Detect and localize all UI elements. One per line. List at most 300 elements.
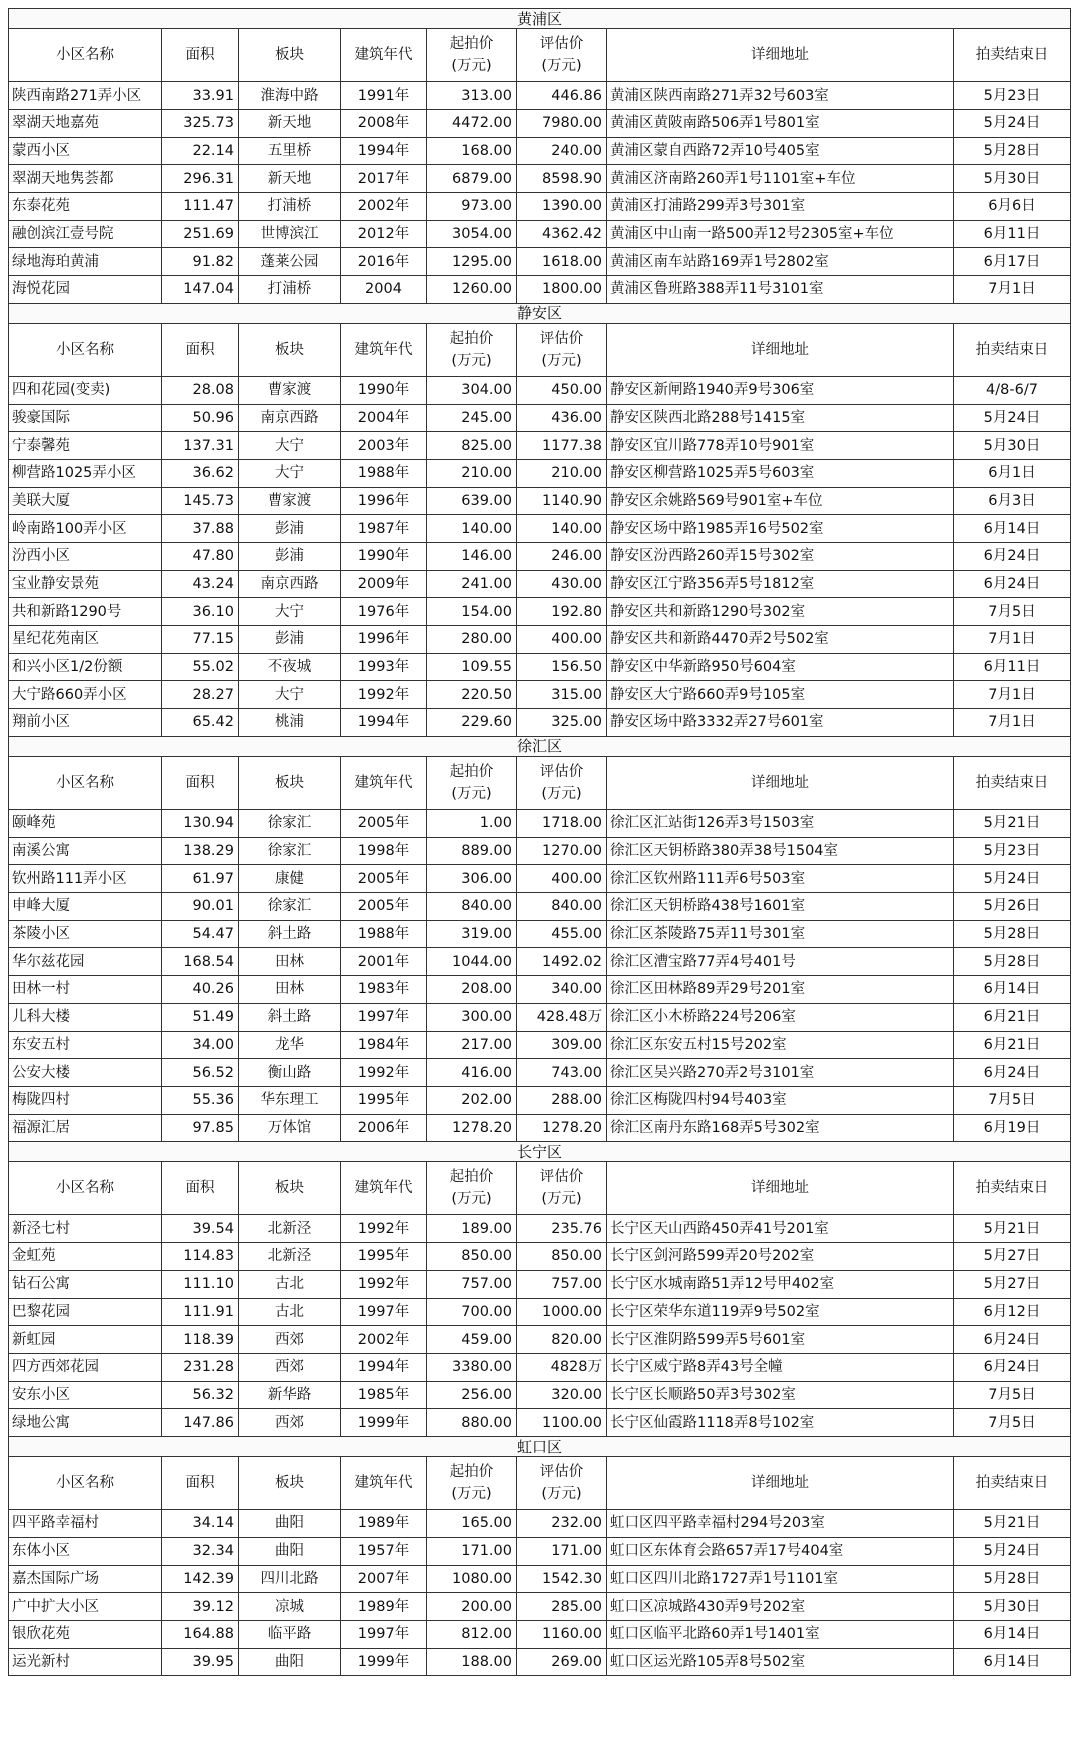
address-cell: 静安区江宁路356弄5号1812室 [607,570,954,598]
table-header-row [9,29,1071,82]
start-price-cell: 6879.00 [427,165,517,193]
eval-price-cell: 840.00 [517,893,607,921]
build-year-cell: 2002年 [341,1326,427,1354]
build-year-cell: 1996年 [341,487,427,515]
address-cell: 静安区汾西路260弄15号302室 [607,543,954,571]
community-name-cell: 新泾七村 [9,1215,162,1243]
end-date-cell: 6月24日 [954,1059,1071,1087]
eval-price-cell: 285.00 [517,1593,607,1621]
community-name-cell: 金虹苑 [9,1243,162,1271]
header-address: 详细地址 [607,1457,954,1510]
block-cell: 田林 [239,976,341,1004]
table-header-row [9,1162,1071,1215]
eval-price-cell: 340.00 [517,976,607,1004]
table-row [9,626,1071,654]
start-price-cell: 639.00 [427,487,517,515]
community-name-cell: 东泰花苑 [9,192,162,220]
table-header-row [9,1457,1071,1510]
start-price-cell: 146.00 [427,543,517,571]
table-row [9,1409,1071,1437]
address-cell: 虹口区东体育会路657弄17号404室 [607,1537,954,1565]
header-start-price [427,757,517,810]
district-title-row [9,9,1071,29]
header-start-price-unit: (万元) [451,1486,492,1503]
end-date-cell: 5月21日 [954,810,1071,838]
start-price-cell: 1.00 [427,810,517,838]
area-cell: 61.97 [162,865,239,893]
start-price-cell: 1044.00 [427,948,517,976]
header-build-year: 建筑年代 [341,29,427,82]
block-cell: 不夜城 [239,653,341,681]
block-cell: 南京西路 [239,570,341,598]
district-title: 长宁区 [9,1142,1071,1162]
build-year-cell: 2012年 [341,220,427,248]
build-year-cell: 1988年 [341,920,427,948]
build-year-cell: 1997年 [341,1620,427,1648]
community-name-cell: 梅陇四村 [9,1086,162,1114]
eval-price-cell: 428.48万 [517,1003,607,1031]
build-year-cell: 1989年 [341,1510,427,1538]
address-cell: 徐汇区吴兴路270弄2号3101室 [607,1059,954,1087]
start-price-cell: 154.00 [427,598,517,626]
header-eval-price-unit: (万元) [541,786,582,802]
eval-price-cell: 4828万 [517,1353,607,1381]
community-name-cell: 银欣花苑 [9,1620,162,1648]
header-start-price-label: 起拍价 [449,36,494,53]
area-cell: 36.10 [162,598,239,626]
block-cell: 万体馆 [239,1114,341,1142]
community-name-cell: 和兴小区1/2份额 [9,653,162,681]
block-cell: 新天地 [239,165,341,193]
area-cell: 90.01 [162,893,239,921]
start-price-cell: 459.00 [427,1326,517,1354]
header-build-year: 建筑年代 [341,1162,427,1215]
address-cell: 长宁区长顺路50弄3号302室 [607,1381,954,1409]
eval-price-cell: 430.00 [517,570,607,598]
block-cell: 彭浦 [239,626,341,654]
eval-price-cell: 400.00 [517,626,607,654]
community-name-cell: 南溪公寓 [9,837,162,865]
community-name-cell: 绿地海珀黄浦 [9,248,162,276]
header-block: 板块 [239,1457,341,1510]
header-community-name: 小区名称 [9,1162,162,1215]
start-price-cell: 973.00 [427,192,517,220]
block-cell: 西郊 [239,1353,341,1381]
eval-price-cell: 400.00 [517,865,607,893]
area-cell: 34.14 [162,1510,239,1538]
table-row [9,570,1071,598]
area-cell: 39.95 [162,1648,239,1676]
start-price-cell: 241.00 [427,570,517,598]
community-name-cell: 东安五村 [9,1031,162,1059]
community-name-cell: 钻石公寓 [9,1270,162,1298]
header-eval-price-label: 评估价 [539,1464,584,1481]
community-name-cell: 新虹园 [9,1326,162,1354]
community-name-cell: 四和花园(变卖) [9,376,162,404]
start-price-cell: 825.00 [427,432,517,460]
end-date-cell: 6月14日 [954,1620,1071,1648]
build-year-cell: 2004年 [341,404,427,432]
start-price-cell: 168.00 [427,137,517,165]
end-date-cell: 6月1日 [954,459,1071,487]
table-row [9,376,1071,404]
area-cell: 56.52 [162,1059,239,1087]
end-date-cell: 5月30日 [954,1593,1071,1621]
end-date-cell: 6月24日 [954,1353,1071,1381]
address-cell: 长宁区荣华东道119弄9号502室 [607,1298,954,1326]
start-price-cell: 3054.00 [427,220,517,248]
block-cell: 新天地 [239,109,341,137]
area-cell: 231.28 [162,1353,239,1381]
build-year-cell: 1992年 [341,1059,427,1087]
end-date-cell: 5月24日 [954,109,1071,137]
eval-price-cell: 192.80 [517,598,607,626]
end-date-cell: 5月30日 [954,165,1071,193]
community-name-cell: 海悦花园 [9,276,162,304]
table-row [9,865,1071,893]
start-price-cell: 109.55 [427,653,517,681]
address-cell: 静安区柳营路1025弄5号603室 [607,459,954,487]
build-year-cell: 2009年 [341,570,427,598]
table-row [9,1648,1071,1676]
eval-price-cell: 1718.00 [517,810,607,838]
area-cell: 34.00 [162,1031,239,1059]
area-cell: 111.47 [162,192,239,220]
table-row [9,810,1071,838]
start-price-cell: 1278.20 [427,1114,517,1142]
community-name-cell: 岭南路100弄小区 [9,515,162,543]
table-row [9,543,1071,571]
address-cell: 黄浦区陕西南路271弄32号603室 [607,82,954,110]
block-cell: 曹家渡 [239,376,341,404]
table-row [9,893,1071,921]
table-row [9,948,1071,976]
header-end-date: 拍卖结束日 [954,29,1071,82]
table-header-row [9,323,1071,376]
block-cell: 北新泾 [239,1215,341,1243]
build-year-cell: 2008年 [341,109,427,137]
block-cell: 古北 [239,1298,341,1326]
table-row [9,681,1071,709]
start-price-cell: 1260.00 [427,276,517,304]
eval-price-cell: 269.00 [517,1648,607,1676]
address-cell: 静安区宜川路778弄10号901室 [607,432,954,460]
eval-price-cell: 210.00 [517,459,607,487]
community-name-cell: 华尔兹花园 [9,948,162,976]
table-row [9,1215,1071,1243]
address-cell: 虹口区四平路幸福村294号203室 [607,1510,954,1538]
community-name-cell: 儿科大楼 [9,1003,162,1031]
eval-price-cell: 8598.90 [517,165,607,193]
build-year-cell: 2004 [341,276,427,304]
start-price-cell: 1080.00 [427,1565,517,1593]
eval-price-cell: 4362.42 [517,220,607,248]
block-cell: 斜土路 [239,920,341,948]
build-year-cell: 1984年 [341,1031,427,1059]
table-row [9,248,1071,276]
build-year-cell: 1988年 [341,459,427,487]
end-date-cell: 6月14日 [954,976,1071,1004]
header-end-date: 拍卖结束日 [954,757,1071,810]
area-cell: 130.94 [162,810,239,838]
end-date-cell: 5月23日 [954,837,1071,865]
address-cell: 长宁区水城南路51弄12号甲402室 [607,1270,954,1298]
header-build-year: 建筑年代 [341,757,427,810]
build-year-cell: 1983年 [341,976,427,1004]
build-year-cell: 1992年 [341,1270,427,1298]
table-row [9,598,1071,626]
end-date-cell: 6月24日 [954,1326,1071,1354]
header-area: 面积 [162,323,239,376]
start-price-cell: 416.00 [427,1059,517,1087]
header-address: 详细地址 [607,323,954,376]
block-cell: 华东理工 [239,1086,341,1114]
header-address: 详细地址 [607,29,954,82]
area-cell: 147.04 [162,276,239,304]
table-row [9,976,1071,1004]
eval-price-cell: 820.00 [517,1326,607,1354]
community-name-cell: 大宁路660弄小区 [9,681,162,709]
eval-price-cell: 455.00 [517,920,607,948]
table-row [9,165,1071,193]
header-start-price-label: 起拍价 [449,1169,494,1186]
community-name-cell: 融创滨江壹号院 [9,220,162,248]
header-start-price [427,29,517,82]
build-year-cell: 1957年 [341,1537,427,1565]
header-start-price-label: 起拍价 [449,1464,494,1481]
community-name-cell: 广中扩大小区 [9,1593,162,1621]
start-price-cell: 1295.00 [427,248,517,276]
table-row [9,709,1071,737]
end-date-cell: 5月21日 [954,1510,1071,1538]
eval-price-cell: 1160.00 [517,1620,607,1648]
community-name-cell: 安东小区 [9,1381,162,1409]
start-price-cell: 319.00 [427,920,517,948]
header-end-date: 拍卖结束日 [954,323,1071,376]
build-year-cell: 2003年 [341,432,427,460]
eval-price-cell: 288.00 [517,1086,607,1114]
header-eval-price-label: 评估价 [539,36,584,53]
community-name-cell: 田林一村 [9,976,162,1004]
table-row [9,1593,1071,1621]
start-price-cell: 200.00 [427,1593,517,1621]
area-cell: 22.14 [162,137,239,165]
start-price-cell: 189.00 [427,1215,517,1243]
community-name-cell: 陕西南路271弄小区 [9,82,162,110]
table-row [9,1510,1071,1538]
table-row [9,404,1071,432]
community-name-cell: 汾西小区 [9,543,162,571]
eval-price-cell: 309.00 [517,1031,607,1059]
community-name-cell: 四方西郊花园 [9,1353,162,1381]
build-year-cell: 1998年 [341,837,427,865]
header-eval-price [517,323,607,376]
block-cell: 南京西路 [239,404,341,432]
area-cell: 39.54 [162,1215,239,1243]
table-row [9,109,1071,137]
area-cell: 168.54 [162,948,239,976]
address-cell: 虹口区凉城路430弄9号202室 [607,1593,954,1621]
table-row [9,459,1071,487]
header-eval-price-label: 评估价 [539,1169,584,1186]
table-row [9,1381,1071,1409]
area-cell: 111.91 [162,1298,239,1326]
header-community-name: 小区名称 [9,29,162,82]
eval-price-cell: 1278.20 [517,1114,607,1142]
address-cell: 徐汇区小木桥路224号206室 [607,1003,954,1031]
header-community-name: 小区名称 [9,757,162,810]
table-row [9,432,1071,460]
end-date-cell: 6月21日 [954,1031,1071,1059]
block-cell: 斜土路 [239,1003,341,1031]
table-row [9,1565,1071,1593]
start-price-cell: 171.00 [427,1537,517,1565]
address-cell: 静安区陕西北路288号1415室 [607,404,954,432]
area-cell: 40.26 [162,976,239,1004]
block-cell: 新华路 [239,1381,341,1409]
build-year-cell: 1999年 [341,1648,427,1676]
start-price-cell: 889.00 [427,837,517,865]
build-year-cell: 1995年 [341,1086,427,1114]
header-eval-price [517,1457,607,1510]
table-header-row [9,757,1071,810]
end-date-cell: 5月24日 [954,404,1071,432]
start-price-cell: 313.00 [427,82,517,110]
eval-price-cell: 171.00 [517,1537,607,1565]
end-date-cell: 6月24日 [954,543,1071,571]
header-eval-price-unit: (万元) [541,1486,582,1503]
end-date-cell: 5月26日 [954,893,1071,921]
end-date-cell: 6月11日 [954,653,1071,681]
community-name-cell: 运光新村 [9,1648,162,1676]
end-date-cell: 7月5日 [954,1381,1071,1409]
header-block: 板块 [239,757,341,810]
header-area: 面积 [162,757,239,810]
header-eval-price [517,1162,607,1215]
community-name-cell: 柳营路1025弄小区 [9,459,162,487]
address-cell: 长宁区淮阴路599弄5号601室 [607,1326,954,1354]
area-cell: 51.49 [162,1003,239,1031]
table-row [9,1537,1071,1565]
area-cell: 36.62 [162,459,239,487]
address-cell: 静安区共和新路4470弄2号502室 [607,626,954,654]
block-cell: 曲阳 [239,1648,341,1676]
eval-price-cell: 1140.90 [517,487,607,515]
table-row [9,1031,1071,1059]
build-year-cell: 1985年 [341,1381,427,1409]
community-name-cell: 骏豪国际 [9,404,162,432]
area-cell: 91.82 [162,248,239,276]
area-cell: 47.80 [162,543,239,571]
address-cell: 虹口区运光路105弄8号502室 [607,1648,954,1676]
address-cell: 静安区余姚路569号901室+车位 [607,487,954,515]
community-name-cell: 翠湖天地嘉苑 [9,109,162,137]
start-price-cell: 220.50 [427,681,517,709]
block-cell: 西郊 [239,1409,341,1437]
header-eval-price-label: 评估价 [539,330,584,347]
district-title: 徐汇区 [9,736,1071,756]
address-cell: 静安区共和新路1290号302室 [607,598,954,626]
address-cell: 虹口区临平北路60弄1号1401室 [607,1620,954,1648]
build-year-cell: 1997年 [341,1003,427,1031]
start-price-cell: 3380.00 [427,1353,517,1381]
area-cell: 118.39 [162,1326,239,1354]
build-year-cell: 2007年 [341,1565,427,1593]
end-date-cell: 7月1日 [954,626,1071,654]
block-cell: 蓬莱公园 [239,248,341,276]
block-cell: 世博滨江 [239,220,341,248]
community-name-cell: 东体小区 [9,1537,162,1565]
area-cell: 114.83 [162,1243,239,1271]
eval-price-cell: 232.00 [517,1510,607,1538]
header-start-price-label: 起拍价 [449,764,494,780]
address-cell: 黄浦区南车站路169弄1号2802室 [607,248,954,276]
block-cell: 四川北路 [239,1565,341,1593]
area-cell: 37.88 [162,515,239,543]
area-cell: 142.39 [162,1565,239,1593]
block-cell: 彭浦 [239,515,341,543]
area-cell: 325.73 [162,109,239,137]
address-cell: 徐汇区钦州路111弄6号503室 [607,865,954,893]
build-year-cell: 2006年 [341,1114,427,1142]
eval-price-cell: 1800.00 [517,276,607,304]
area-cell: 56.32 [162,1381,239,1409]
end-date-cell: 5月24日 [954,1537,1071,1565]
district-title: 黄浦区 [9,9,1071,29]
block-cell: 大宁 [239,598,341,626]
address-cell: 黄浦区中山南一路500弄12号2305室+车位 [607,220,954,248]
area-cell: 28.27 [162,681,239,709]
end-date-cell: 5月28日 [954,1565,1071,1593]
start-price-cell: 812.00 [427,1620,517,1648]
header-start-price-unit: (万元) [451,352,492,369]
area-cell: 39.12 [162,1593,239,1621]
header-block: 板块 [239,323,341,376]
table-row [9,920,1071,948]
start-price-cell: 757.00 [427,1270,517,1298]
table-row [9,515,1071,543]
block-cell: 打浦桥 [239,192,341,220]
end-date-cell: 7月1日 [954,709,1071,737]
end-date-cell: 6月6日 [954,192,1071,220]
eval-price-cell: 1000.00 [517,1298,607,1326]
community-name-cell: 蒙西小区 [9,137,162,165]
end-date-cell: 5月27日 [954,1270,1071,1298]
community-name-cell: 公安大楼 [9,1059,162,1087]
start-price-cell: 850.00 [427,1243,517,1271]
end-date-cell: 5月24日 [954,865,1071,893]
eval-price-cell: 1100.00 [517,1409,607,1437]
end-date-cell: 6月14日 [954,515,1071,543]
address-cell: 黄浦区蒙自西路72弄10号405室 [607,137,954,165]
end-date-cell: 7月1日 [954,681,1071,709]
address-cell: 徐汇区漕宝路77弄4号401号 [607,948,954,976]
header-end-date: 拍卖结束日 [954,1162,1071,1215]
start-price-cell: 202.00 [427,1086,517,1114]
build-year-cell: 2005年 [341,810,427,838]
end-date-cell: 5月28日 [954,137,1071,165]
address-cell: 静安区场中路3332弄27号601室 [607,709,954,737]
block-cell: 康健 [239,865,341,893]
end-date-cell: 5月21日 [954,1215,1071,1243]
build-year-cell: 2017年 [341,165,427,193]
area-cell: 77.15 [162,626,239,654]
area-cell: 33.91 [162,82,239,110]
table-row [9,487,1071,515]
header-address: 详细地址 [607,757,954,810]
build-year-cell: 1993年 [341,653,427,681]
build-year-cell: 1999年 [341,1409,427,1437]
